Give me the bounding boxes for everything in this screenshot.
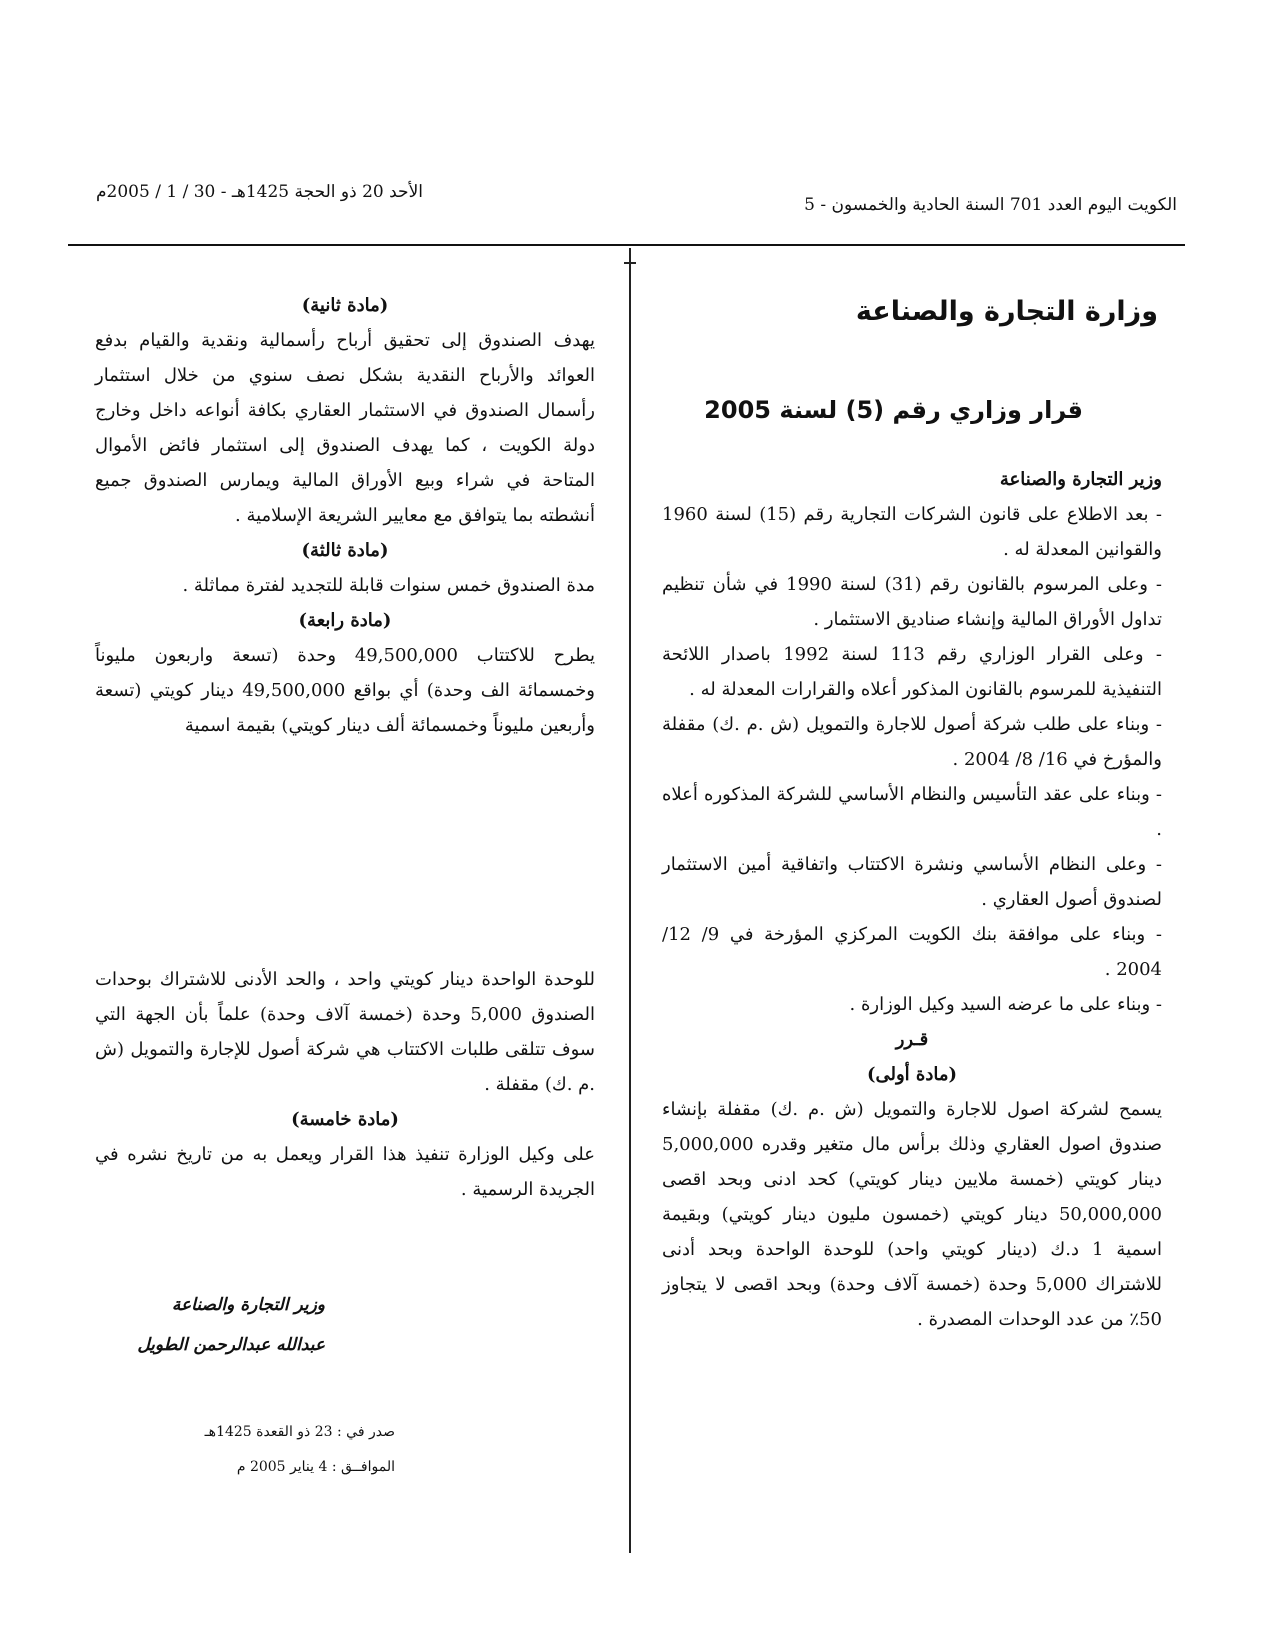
article-2-text: يهدف الصندوق إلى تحقيق أرباح رأسمالية ونقدية والقيام بدفع العوائد والأرباح النقدية بشكل نصف سنوي من خلال استثمار رأسمال الصندوق في الاستثمار العقاري بكافة أنواعه داخل وخارج دولة الكويت ، كما يهدف الصندوق إلى استثمار فائض الأموال المتاحة في شراء وبيع الأوراق المالية ويمارس الصندوق جميع أنشطته بما يتوافق مع معايير الشريعة الإسلامية . [95, 330, 595, 526]
decision-title: قرار وزاري رقم (5) لسنة 2005 [704, 396, 1083, 424]
recital-3: - وعلى القرار الوزاري رقم 113 لسنة 1992 باصدار اللائحة التنفيذية للمرسوم بالقانون المذكور أعلاه والقرارات المعدلة له . [662, 644, 1162, 700]
right-column-body [662, 462, 1162, 1337]
article-4-text-a: يطرح للاكتتاب 49,500,000 وحدة (تسعة واربعون مليوناً وخمسمائة الف وحدة) أي بواقع 49,500,000 دينار كويتي (تسعة وأربعين مليوناً وخمسمائة ألف دينار كويتي) بقيمة اسمية [95, 645, 595, 736]
left-column-lower [95, 962, 595, 1207]
header-issue-info: الكويت اليوم العدد 701 السنة الحادية والخمسون - 5 [804, 195, 1177, 215]
header-rule [68, 244, 1185, 246]
recital-5: - وبناء على عقد التأسيس والنظام الأساسي للشركة المذكوره أعلاه . [662, 784, 1162, 840]
article-4-title: (مادة رابعة) [298, 610, 392, 631]
signature-name: عبدالله عبدالرحمن الطويل [137, 1335, 325, 1355]
ministry-title: وزارة التجارة والصناعة [855, 296, 1158, 327]
article-5-text: على وكيل الوزارة تنفيذ هذا القرار ويعمل به من تاريخ نشره في الجريدة الرسمية . [95, 1144, 595, 1200]
header-date: الأحد 20 ذو الحجة 1425هـ - 30 / 1 / 2005م [96, 182, 423, 202]
recital-6: - وعلى النظام الأساسي ونشرة الاكتتاب واتفاقية أمين الاستثمار لصندوق أصول العقاري . [662, 854, 1162, 910]
recital-8: - وبناء على ما عرضه السيد وكيل الوزارة . [849, 994, 1162, 1015]
minister-heading: وزير التجارة والصناعة [999, 469, 1162, 490]
article-1-text: يسمح لشركة اصول للاجارة والتمويل (ش .م .ك) مقفلة بإنشاء صندوق اصول العقاري وذلك برأس مال متغير وقدره 5,000,000 دينار كويتي (خمسة ملايين دينار كويتي) كحد ادنى وبحد اقصى 50,000,000 دينار كويتي (خمسون مليون دينار كويتي) وبقيمة اسمية 1 د.ك (دينار كويتي واحد) للوحدة الواحدة وبحد أدنى للاشتراك 5,000 وحدة (خمسة آلاف وحدة) وبحد اقصى لا يتجاوز 50٪ من عدد الوحدات المصدرة . [662, 1099, 1163, 1330]
signature-title: وزير التجارة والصناعة [171, 1295, 325, 1315]
recital-1: - بعد الاطلاع على قانون الشركات التجارية رقم (15) لسنة 1960 والقوانين المعدلة له . [662, 504, 1162, 560]
issued-hijri: صدر في : 23 ذو القعدة 1425هـ [204, 1424, 395, 1440]
decided-heading: قـرر [895, 1029, 929, 1050]
recital-4: - وبناء على طلب شركة أصول للاجارة والتمويل (ش .م .ك) مقفلة والمؤرخ في 16/ 8/ 2004 . [662, 714, 1162, 770]
issue-date-block [95, 1415, 395, 1485]
article-4-text-b: للوحدة الواحدة دينار كويتي واحد ، والحد الأدنى للاشتراك بوحدات الصندوق 5,000 وحدة (خمسة آلاف وحدة) علماً بأن الجهة التي سوف تتلقى طلبات الاكتتاب هي شركة أصول للإجارة والتمويل (ش .م .ك) مقفلة . [95, 969, 596, 1095]
column-divider [629, 248, 631, 1553]
column-divider-tick [624, 262, 636, 264]
signature-block [95, 1285, 325, 1365]
left-column-upper [95, 288, 595, 743]
article-5-title: (مادة خامسة) [291, 1109, 399, 1130]
article-2-title: (مادة ثانية) [301, 295, 389, 316]
article-3-text: مدة الصندوق خمس سنوات قابلة للتجديد لفترة مماثلة . [182, 575, 595, 596]
recital-7: - وبناء على موافقة بنك الكويت المركزي المؤرخة في 9/ 12/ 2004 . [662, 924, 1162, 980]
recital-2: - وعلى المرسوم بالقانون رقم (31) لسنة 1990 في شأن تنظيم تداول الأوراق المالية وإنشاء صناديق الاستثمار . [662, 574, 1163, 630]
article-3-title: (مادة ثالثة) [301, 540, 389, 561]
article-1-title: (مادة أولى) [866, 1064, 958, 1085]
issued-gregorian: الموافــق : 4 يناير 2005 م [236, 1459, 395, 1475]
